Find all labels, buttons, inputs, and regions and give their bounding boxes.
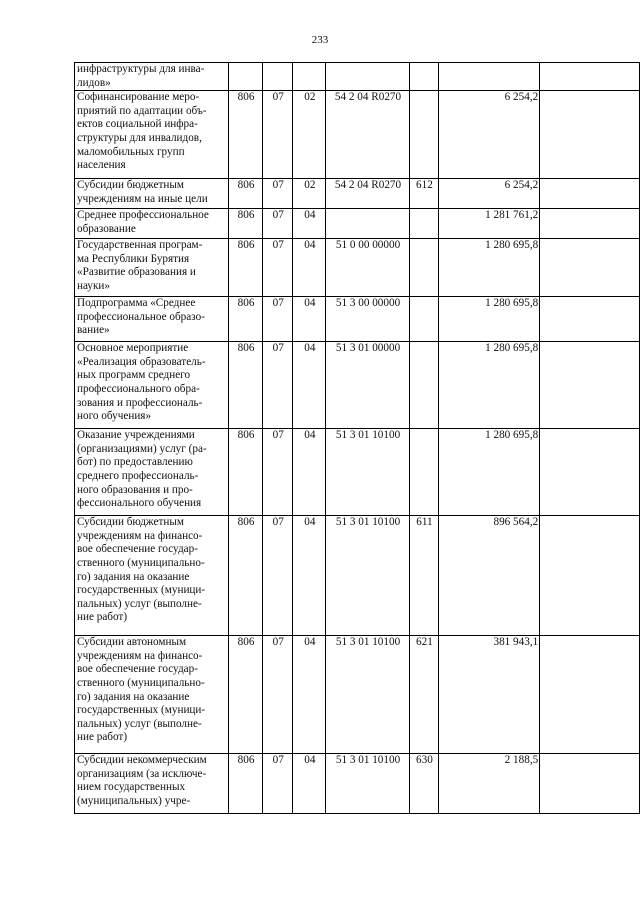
- table-row: [75, 179, 640, 209]
- target-article-cell: 54 2 04 R0270: [326, 91, 409, 179]
- subsection-code-cell: 04: [293, 516, 326, 636]
- table-row: [75, 91, 640, 179]
- item-name-line: ние работ): [77, 731, 128, 744]
- target-article-cell: 51 3 01 10100: [326, 516, 409, 636]
- amount-cell: 1 280 695,8: [439, 297, 540, 342]
- target-article-cell: 51 3 01 10100: [326, 754, 409, 814]
- item-name-line: государственных (муници-: [77, 704, 206, 717]
- department-code-cell: [228, 63, 262, 91]
- department-code-cell: 806: [228, 297, 262, 342]
- empty-cell: [540, 179, 640, 209]
- item-name-line: зования и профессиональ-: [77, 396, 203, 409]
- item-name-line: учреждениям на финансо-: [77, 649, 203, 662]
- item-name-line: Оказание учреждениями: [77, 429, 195, 442]
- subsection-code-cell: 02: [293, 179, 326, 209]
- item-name-line: населения: [77, 159, 126, 172]
- table-row: [75, 239, 640, 297]
- empty-cell: [540, 429, 640, 516]
- item-name-line: лидов»: [77, 76, 111, 89]
- item-name-line: маломобильных групп: [77, 145, 185, 158]
- table-row: [75, 429, 640, 516]
- target-article-cell: 51 0 00 00000: [326, 239, 409, 297]
- item-name-line: Софинансирование меро-: [77, 91, 200, 104]
- department-code-cell: 806: [228, 179, 262, 209]
- empty-cell: [540, 239, 640, 297]
- item-name-line: (организациями) услуг (ра-: [77, 442, 207, 455]
- item-name-line: Подпрограмма «Среднее: [77, 297, 196, 310]
- amount-cell: 896 564,2: [439, 516, 540, 636]
- item-name-cell: [75, 91, 229, 179]
- empty-cell: [540, 209, 640, 239]
- item-name-line: «Реализация образователь-: [77, 355, 206, 368]
- section-code-cell: 07: [263, 239, 293, 297]
- item-name-line: науки»: [77, 279, 110, 292]
- subsection-code-cell: 04: [293, 297, 326, 342]
- expense-type-cell: [409, 297, 439, 342]
- target-article-cell: 54 2 04 R0270: [326, 179, 409, 209]
- section-code-cell: 07: [263, 91, 293, 179]
- item-name-line: организациям (за исключе-: [77, 767, 207, 780]
- subsection-code-cell: 04: [293, 636, 326, 754]
- item-name-line: образование: [77, 222, 136, 235]
- item-name-line: Государственная програм-: [77, 239, 203, 252]
- item-name-cell: [75, 342, 229, 429]
- item-name-line: фессионального обучения: [77, 497, 202, 510]
- empty-cell: [540, 91, 640, 179]
- item-name-line: Субсидии автономным: [77, 636, 187, 649]
- department-code-cell: 806: [228, 429, 262, 516]
- item-name-cell: [75, 516, 229, 636]
- department-code-cell: 806: [228, 342, 262, 429]
- item-name-line: ственного (муниципально-: [77, 556, 205, 569]
- subsection-code-cell: 04: [293, 429, 326, 516]
- item-name-cell: [75, 209, 229, 239]
- item-name-cell: [75, 63, 229, 91]
- target-article-cell: [326, 63, 409, 91]
- amount-cell: 1 280 695,8: [439, 342, 540, 429]
- department-code-cell: 806: [228, 91, 262, 179]
- department-code-cell: 806: [228, 239, 262, 297]
- amount-cell: 381 943,1: [439, 636, 540, 754]
- item-name-line: Субсидии бюджетным: [77, 179, 184, 192]
- subsection-code-cell: 04: [293, 754, 326, 814]
- table-row: [75, 636, 640, 754]
- amount-cell: 1 280 695,8: [439, 429, 540, 516]
- department-code-cell: 806: [228, 209, 262, 239]
- item-name-line: (муниципальных) учре-: [77, 794, 191, 807]
- amount-cell: 1 280 695,8: [439, 239, 540, 297]
- item-name-line: учреждениям на иные цели: [77, 192, 208, 205]
- amount-cell: [439, 63, 540, 91]
- item-name-line: ственного (муниципально-: [77, 676, 205, 689]
- target-article-cell: [326, 209, 409, 239]
- empty-cell: [540, 636, 640, 754]
- item-name-line: ние работ): [77, 611, 128, 624]
- item-name-line: профессионального обра-: [77, 382, 200, 395]
- expense-type-cell: [409, 63, 439, 91]
- amount-cell: 1 281 761,2: [439, 209, 540, 239]
- department-code-cell: 806: [228, 636, 262, 754]
- subsection-code-cell: 04: [293, 209, 326, 239]
- empty-cell: [540, 63, 640, 91]
- item-name-cell: [75, 636, 229, 754]
- item-name-line: вое обеспечение государ-: [77, 543, 198, 556]
- item-name-cell: [75, 429, 229, 516]
- item-name-line: Субсидии некоммерческим: [77, 754, 207, 767]
- target-article-cell: 51 3 00 00000: [326, 297, 409, 342]
- item-name-line: структуры для инвалидов,: [77, 131, 202, 144]
- item-name-line: нием государственных: [77, 781, 186, 794]
- item-name-line: государственных (муници-: [77, 584, 206, 597]
- item-name-line: бот) по предоставлению: [77, 456, 193, 469]
- item-name-line: вое обеспечение государ-: [77, 663, 198, 676]
- table-row: [75, 342, 640, 429]
- empty-cell: [540, 342, 640, 429]
- table-row: [75, 63, 640, 91]
- item-name-line: инфраструктуры для инва-: [77, 63, 205, 75]
- target-article-cell: 51 3 01 10100: [326, 636, 409, 754]
- item-name-cell: [75, 239, 229, 297]
- item-name-line: ектов социальной инфра-: [77, 118, 198, 131]
- expense-type-cell: [409, 91, 439, 179]
- table-body: [75, 63, 640, 814]
- expense-type-cell: [409, 429, 439, 516]
- department-code-cell: 806: [228, 516, 262, 636]
- expense-type-cell: 630: [409, 754, 439, 814]
- item-name-line: ма Республики Бурятия: [77, 252, 190, 265]
- item-name-line: ного образования и про-: [77, 483, 193, 496]
- subsection-code-cell: 04: [293, 342, 326, 429]
- section-code-cell: 07: [263, 516, 293, 636]
- section-code-cell: 07: [263, 754, 293, 814]
- item-name-line: ного обучения»: [77, 410, 152, 423]
- item-name-line: го) задания на оказание: [77, 570, 190, 583]
- section-code-cell: [263, 63, 293, 91]
- table-row: [75, 754, 640, 814]
- expense-type-cell: 611: [409, 516, 439, 636]
- department-code-cell: 806: [228, 754, 262, 814]
- section-code-cell: 07: [263, 342, 293, 429]
- table-row: [75, 297, 640, 342]
- section-code-cell: 07: [263, 636, 293, 754]
- subsection-code-cell: 02: [293, 91, 326, 179]
- item-name-line: Основное мероприятие: [77, 342, 189, 355]
- item-name-line: ных программ среднего: [77, 369, 191, 382]
- amount-cell: 2 188,5: [439, 754, 540, 814]
- expense-type-cell: [409, 342, 439, 429]
- page-number: 233: [311, 34, 329, 46]
- subsection-code-cell: 04: [293, 239, 326, 297]
- item-name-line: Субсидии бюджетным: [77, 516, 184, 529]
- item-name-cell: [75, 179, 229, 209]
- target-article-cell: 51 3 01 00000: [326, 342, 409, 429]
- expense-type-cell: 612: [409, 179, 439, 209]
- item-name-line: среднего профессиональ-: [77, 469, 199, 482]
- expense-type-cell: [409, 239, 439, 297]
- amount-cell: 6 254,2: [439, 179, 540, 209]
- item-name-line: приятий по адаптации объ-: [77, 104, 207, 117]
- item-name-line: пальных) услуг (выполне-: [77, 597, 202, 610]
- subsection-code-cell: [293, 63, 326, 91]
- table-row: [75, 516, 640, 636]
- item-name-line: «Развитие образования и: [77, 266, 196, 279]
- section-code-cell: 07: [263, 297, 293, 342]
- table-row: [75, 209, 640, 239]
- target-article-cell: 51 3 01 10100: [326, 429, 409, 516]
- section-code-cell: 07: [263, 209, 293, 239]
- empty-cell: [540, 754, 640, 814]
- item-name-cell: [75, 754, 229, 814]
- item-name-line: профессиональное образо-: [77, 310, 205, 323]
- empty-cell: [540, 516, 640, 636]
- item-name-line: вание»: [77, 324, 110, 337]
- empty-cell: [540, 297, 640, 342]
- section-code-cell: 07: [263, 429, 293, 516]
- section-code-cell: 07: [263, 179, 293, 209]
- expense-type-cell: 621: [409, 636, 439, 754]
- item-name-line: пальных) услуг (выполне-: [77, 717, 202, 730]
- item-name-line: Среднее профессиональное: [77, 209, 209, 222]
- expense-type-cell: [409, 209, 439, 239]
- amount-cell: 6 254,2: [439, 91, 540, 179]
- item-name-cell: [75, 297, 229, 342]
- budget-table: [74, 62, 640, 814]
- item-name-line: учреждениям на финансо-: [77, 529, 203, 542]
- item-name-line: го) задания на оказание: [77, 690, 190, 703]
